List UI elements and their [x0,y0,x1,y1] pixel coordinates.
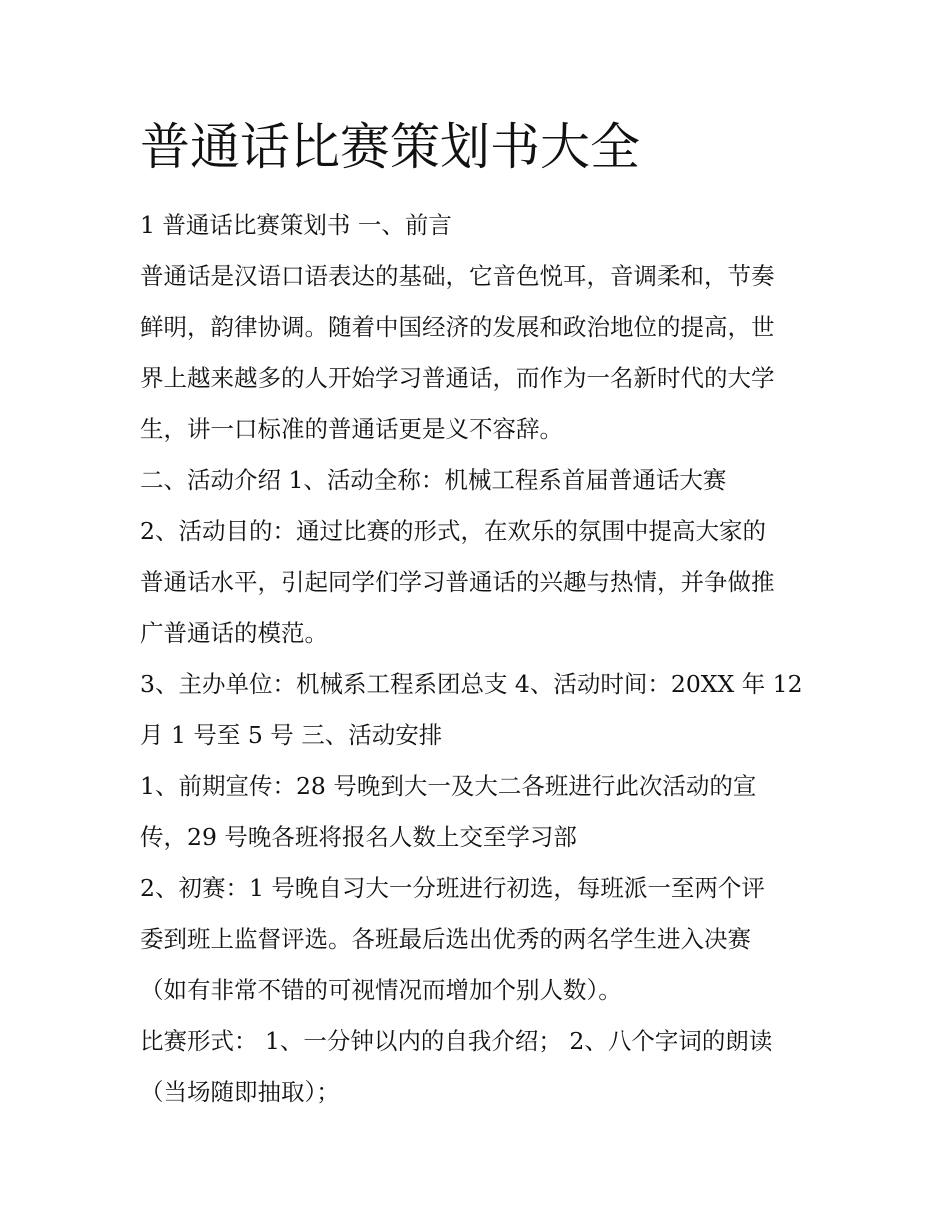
text-line: 生，讲一口标准的普通话更是义不容辞。 [140,415,563,443]
text-line: 1 普通话比赛策划书 一、前言 [140,211,452,239]
text-line: 委到班上监督评选。各班最后选出优秀的两名学生进入决赛 [140,925,751,953]
text-line: 普通话水平，引起同学们学习普通话的兴趣与热情，并争做推 [140,568,775,596]
document-body [140,200,820,1118]
text-line: 二、活动介绍 1、活动全称：机械工程系首届普通话大赛 [140,466,727,494]
text-line: 2、初赛：1 号晚自习大一分班进行初选，每班派一至两个评 [140,874,765,902]
text-line: 传，29 号晚各班将报名人数上交至学习部 [140,823,577,851]
text-line: 比赛形式： 1、一分钟以内的自我介绍； 2、八个字词的朗读 [140,1027,773,1055]
text-line: 2、活动目的：通过比赛的形式，在欢乐的氛围中提高大家的 [140,517,766,545]
text-line: （如有非常不错的可视情况而增加个别人数）。 [140,976,622,1004]
text-line: 广普通话的模范。 [140,619,328,647]
text-line: 普通话是汉语口语表达的基础，它音色悦耳，音调柔和，节奏 [140,262,775,290]
text-line: 月 1 号至 5 号 三、活动安排 [140,721,443,749]
text-line: 鲜明，韵律协调。随着中国经济的发展和政治地位的提高，世 [140,313,775,341]
text-line: 1、前期宣传：28 号晚到大一及大二各班进行此次活动的宣 [140,772,757,800]
text-line: 3、主办单位：机械系工程系团总支 4、活动时间：20XX 年 12 [140,670,803,698]
text-line: 界上越来越多的人开始学习普通话，而作为一名新时代的大学 [140,364,775,392]
document-title: 普通话比赛策划书大全 [140,118,640,176]
text-line: （当场随即抽取）； [140,1078,340,1106]
